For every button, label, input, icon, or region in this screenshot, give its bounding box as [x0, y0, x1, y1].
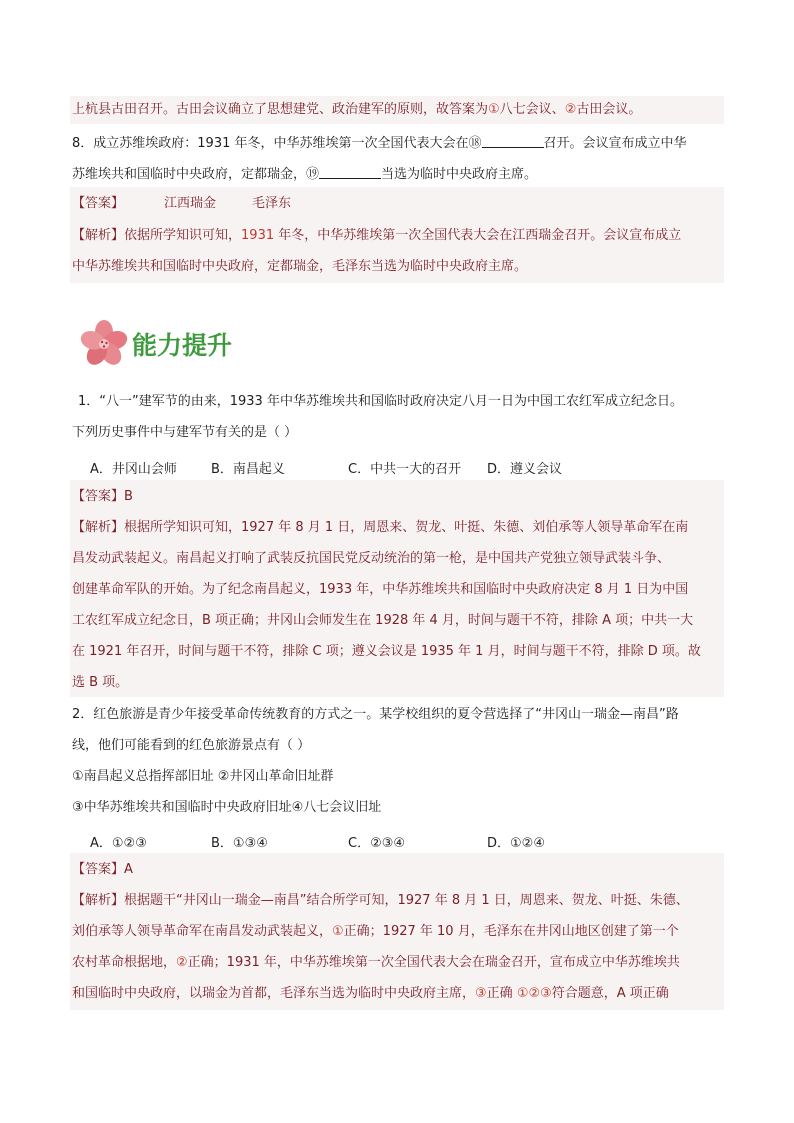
- option-c[interactable]: C．②③④: [348, 836, 406, 851]
- answer-2-line: [72, 863, 133, 876]
- question-2-items-line-2: ③中华苏维埃共和国临时中央政府旧址④八七会议旧址: [72, 800, 382, 815]
- analysis-label: 【解析】: [72, 228, 125, 243]
- analysis-label: 【解析】: [72, 520, 125, 535]
- analysis-8-line-1: 【解析】依据所学知识可知，1931 年冬，中华苏维埃第一次全国代表大会在江西瑞金召开。会议宣布成立: [72, 228, 682, 243]
- answer-value: A: [124, 862, 133, 877]
- question-8-line-1: 8．成立苏维埃政府：1931 年冬，中华苏维埃第一次全国代表大会在⑱ 召开。会议宣布成立中华: [72, 136, 687, 151]
- fill-number: ⑱: [468, 136, 482, 151]
- question-1-line-2: 下列历史事件中与建军节有关的是（ ）: [72, 425, 298, 440]
- section-heading: [76, 318, 276, 370]
- answer-value: 江西瑞金: [164, 196, 217, 211]
- analysis-1-line-4: 工农红军成立纪念日，B 项正确；井冈山会师发生在 1928 年 4 月，时间与题干不符，排除 A 项；中共一大: [72, 613, 694, 628]
- answer-label: 【答案】: [72, 489, 125, 504]
- circled-mark: ②: [564, 102, 577, 117]
- analysis-1-line-6: 选 B 项。: [72, 675, 129, 690]
- analysis-2-line-2: 刘伯承等人领导革命军在南昌发动武装起义，①正确；1927 年 10 月，毛泽东在井冈山地区创建了第一个: [72, 924, 679, 939]
- analysis-2-line-4: 和国临时中央政府，以瑞金为首都，毛泽东当选为临时中央政府主席，③正确 ①②③符合题意，A 项正确: [72, 986, 669, 1001]
- answer-label: 【答案】: [72, 862, 125, 877]
- option-d[interactable]: D．遵义会议: [487, 462, 563, 477]
- option-a[interactable]: A．①②③: [90, 836, 147, 851]
- fill-number: ⑲: [306, 167, 320, 182]
- answer-1-line: [72, 490, 133, 503]
- circled-mark: ①: [332, 924, 344, 939]
- analysis-8-line-2: 中华苏维埃共和国临时中央政府，定都瑞金，毛泽东当选为临时中央政府主席。: [72, 259, 528, 274]
- circled-mark: ③: [475, 986, 487, 1001]
- question-2-items-line-1: ①南昌起义总指挥部旧址 ②井冈山革命旧址群: [72, 769, 334, 784]
- section-title: 能力提升: [132, 331, 233, 360]
- answer-value: 毛泽东: [252, 196, 292, 211]
- option-c[interactable]: C．中共一大的召开: [348, 462, 462, 477]
- analysis-label: 【解析】: [72, 893, 125, 908]
- answer-8-line: [72, 197, 291, 210]
- answer-value: B: [124, 489, 133, 504]
- fill-blank: [319, 166, 381, 179]
- circled-marks: ①②③: [516, 986, 552, 1001]
- question-1-line-1: 1．“八一”建军节的由来，1933 年中华苏维埃共和国临时政府决定八月一日为中国工农红军成立纪念日。: [78, 394, 683, 409]
- analysis-2-line-3: 农村革命根据地，②正确；1931 年，中华苏维埃第一次全国代表大会在瑞金召开，宣布成立中华苏维埃共: [72, 955, 680, 970]
- question-2-line-1: 2．红色旅游是青少年接受革命传统教育的方式之一。某学校组织的夏令营选择了“井冈山一瑞金—南昌”路: [72, 707, 679, 722]
- option-d[interactable]: D．①②④: [487, 836, 545, 851]
- analysis-1-line-2: 昌发动武装起义。南昌起义打响了武装反抗国民党反动统治的第一枪，是中国共产党独立领导武装斗争、: [72, 551, 671, 566]
- fill-blank: [482, 135, 544, 148]
- circled-mark: ①: [488, 102, 500, 117]
- analysis-2-line-1: 【解析】根据题干“井冈山一瑞金—南昌”结合所学可知，1927 年 8 月 1 日，周恩来、贺龙、叶挺、朱德、: [72, 893, 689, 908]
- question-8-line-2: 苏维埃共和国临时中央政府，定都瑞金，⑲ 当选为临时中央政府主席。: [72, 167, 538, 182]
- analysis-1-line-5: 在 1921 年召开，时间与题干不符，排除 C 项；遵义会议是 1935 年 1 月，时间与题干不符，排除 D 项。故: [72, 644, 701, 659]
- analysis-1-line-1: 【解析】根据所学知识可知，1927 年 8 月 1 日，周恩来、贺龙、叶挺、朱德、刘伯承等人领导革命军在南: [72, 520, 689, 535]
- answer-fragment-line: 上杭县古田召开。古田会议确立了思想建党、政治建军的原则，故答案为①八七会议、②古田会议。: [72, 102, 642, 117]
- plum-blossom-icon: [76, 318, 132, 370]
- option-b[interactable]: B．南昌起义: [211, 462, 285, 477]
- option-b[interactable]: B．①③④: [211, 836, 268, 851]
- answer-label: 【答案】: [72, 196, 125, 211]
- question-2-line-2: 线，他们可能看到的红色旅游景点有（ ）: [72, 738, 311, 753]
- option-a[interactable]: A．井冈山会师: [90, 462, 177, 477]
- analysis-1-line-3: 创建革命军队的开始。为了纪念南昌起义，1933 年，中华苏维埃共和国临时中央政府决定 8 月 1 日为中国: [72, 582, 689, 597]
- circled-mark: ②: [176, 955, 188, 970]
